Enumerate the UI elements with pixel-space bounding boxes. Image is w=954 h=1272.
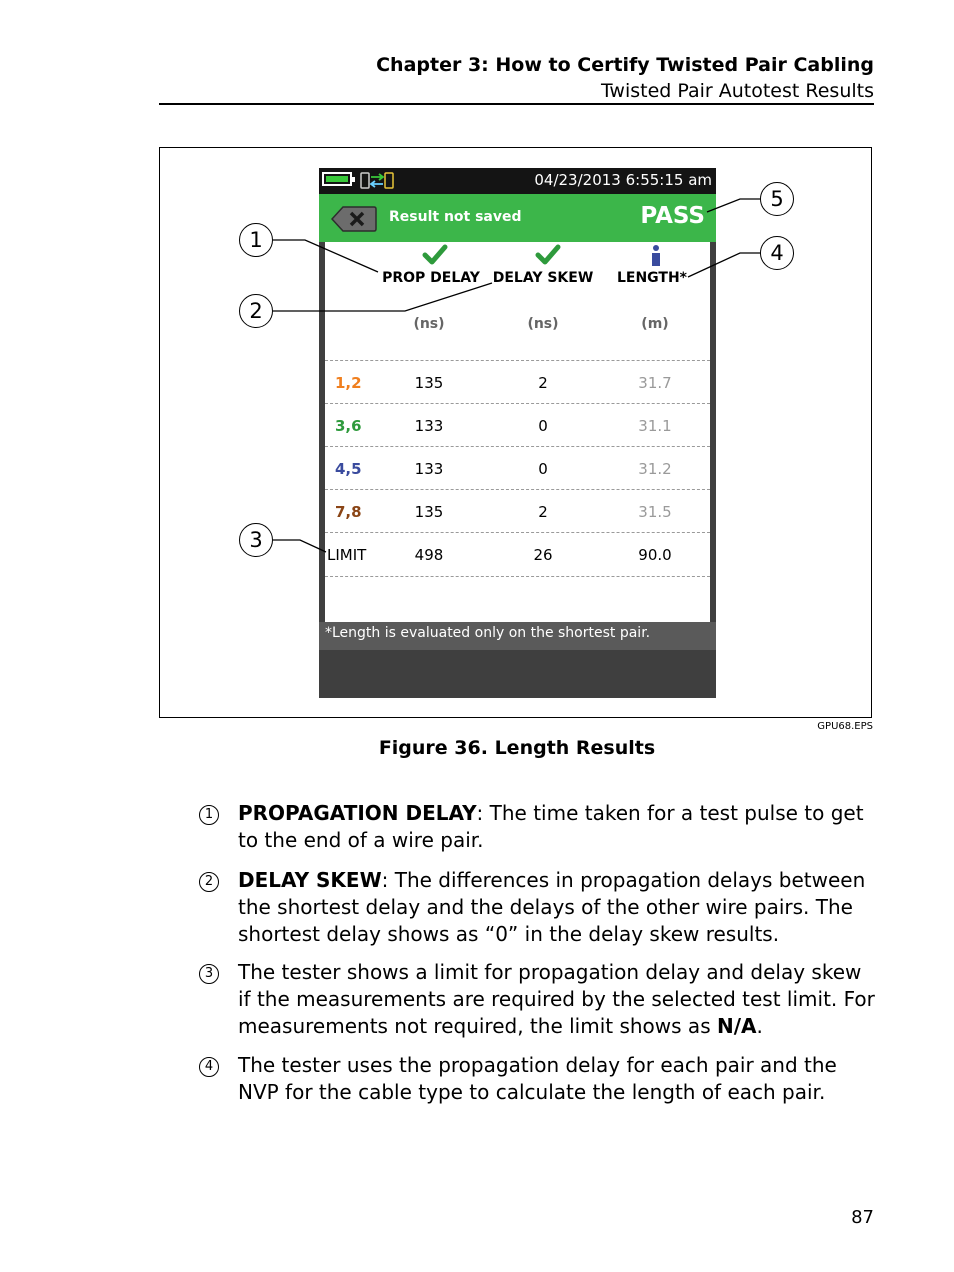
pass-status: PASS <box>640 203 705 229</box>
limit-row <box>325 532 710 577</box>
connection-icon <box>359 170 395 190</box>
close-result-button[interactable] <box>331 206 377 232</box>
column-header-delay-skew: DELAY SKEW <box>492 270 594 286</box>
prop-delay-value: 135 <box>414 503 444 521</box>
delay-skew-value: 2 <box>538 503 548 521</box>
check-icon <box>422 244 448 266</box>
list-item <box>238 800 878 854</box>
footnote-bar <box>319 622 716 650</box>
info-icon <box>643 244 669 266</box>
results-table <box>325 242 710 622</box>
delay-skew-value: 0 <box>538 417 548 435</box>
table-row <box>325 446 710 490</box>
item-number: 4 <box>199 1057 219 1077</box>
length-value: 31.1 <box>638 417 672 435</box>
length-value: 31.2 <box>638 460 672 478</box>
length-value: 31.5 <box>638 503 672 521</box>
result-header <box>319 194 716 242</box>
callout-3: 3 <box>239 523 273 557</box>
item-number: 3 <box>199 964 219 984</box>
check-icon <box>535 244 561 266</box>
length-value: 31.7 <box>638 374 672 392</box>
battery-icon <box>322 172 352 186</box>
table-row <box>325 489 710 533</box>
delay-skew-value: 0 <box>538 460 548 478</box>
table-row <box>325 360 710 404</box>
page-number: 87 <box>851 1207 874 1228</box>
item-text: : The differences in propagation delays between the shortest delay and the delays of the other wire pairs. The shortest delay shows as “0” in the delay skew results. <box>238 868 866 946</box>
figure-file-label: GPU68.EPS <box>817 721 873 732</box>
callout-5: 5 <box>760 182 794 216</box>
item-term: DELAY SKEW <box>238 868 382 892</box>
callout-2: 2 <box>239 294 273 328</box>
prop-delay-value: 133 <box>414 417 444 435</box>
item-text: The tester uses the propagation delay for each pair and the NVP for the cable type to calculate the length of each pair. <box>238 1053 837 1104</box>
item-term: PROPAGATION DELAY <box>238 801 477 825</box>
save-status: Result not saved <box>389 209 522 225</box>
pair-label: 4,5 <box>335 460 362 478</box>
prop-delay-limit: 498 <box>414 546 444 564</box>
list-item <box>238 1052 878 1106</box>
date-time: 04/23/2013 6:55:15 am <box>534 171 712 189</box>
tester-screen <box>319 168 716 698</box>
list-item <box>238 867 878 948</box>
pair-label: 1,2 <box>335 374 362 392</box>
column-header-prop-delay: PROP DELAY <box>382 270 480 286</box>
item-term: N/A <box>716 1014 757 1038</box>
length-limit: 90.0 <box>638 546 672 564</box>
prop-delay-value: 135 <box>414 374 444 392</box>
figure-caption: Figure 36. Length Results <box>378 737 656 759</box>
pair-label: 7,8 <box>335 503 362 521</box>
callout-4: 4 <box>760 236 794 270</box>
section-title: Twisted Pair Autotest Results <box>600 80 874 102</box>
delay-skew-value: 2 <box>538 374 548 392</box>
column-unit: (m) <box>641 316 669 332</box>
delay-skew-limit: 26 <box>533 546 553 564</box>
footnote: *Length is evaluated only on the shortest pair. <box>325 625 651 641</box>
table-row <box>325 403 710 447</box>
column-unit: (ns) <box>527 316 559 332</box>
column-header-length: LENGTH* <box>616 270 688 286</box>
item-number: 1 <box>199 805 219 825</box>
callout-1: 1 <box>239 223 273 257</box>
list-item <box>238 959 878 1040</box>
status-bar <box>319 168 716 194</box>
item-text: : The time taken for a test pulse to get to the end of a wire pair. <box>238 801 864 852</box>
battery-level <box>326 176 348 182</box>
item-text: The tester shows a limit for propagation delay and delay skew if the measurements are required by the selected test limit. For measurements not required, the limit shows as <box>238 960 875 1038</box>
item-text: . <box>756 1014 763 1038</box>
chapter-title: Chapter 3: How to Certify Twisted Pair Cabling <box>376 54 874 76</box>
column-unit: (ns) <box>413 316 445 332</box>
pair-label: 3,6 <box>335 417 362 435</box>
limit-label: LIMIT <box>327 546 367 564</box>
item-number: 2 <box>199 872 219 892</box>
header-rule <box>159 103 874 105</box>
prop-delay-value: 133 <box>414 460 444 478</box>
